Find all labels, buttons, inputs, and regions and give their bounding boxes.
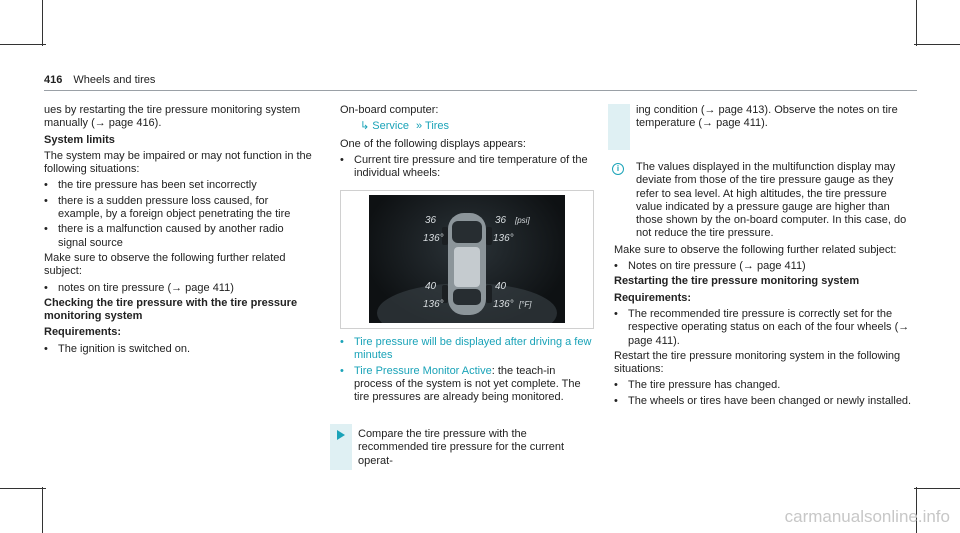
rear-right-pressure: 40	[495, 281, 507, 292]
header-divider	[44, 90, 917, 91]
info-icon: i	[612, 163, 624, 175]
crop-mark	[42, 487, 43, 533]
menu-item-tires[interactable]: Tires	[425, 120, 450, 133]
list-item: • the tire pressure has been set incorrectly	[44, 179, 257, 192]
action-text: Compare the tire pressure with the recommended tire pressure for the current operat-	[358, 428, 565, 467]
list-item[interactable]: • Notes on tire pressure (→ page 411)	[614, 260, 806, 273]
rear-right-temp: 136°	[493, 299, 514, 310]
arrow-icon: ↳	[360, 120, 370, 133]
list-item: • The tire pressure has changed.	[614, 379, 781, 392]
page-number: 416	[44, 74, 63, 86]
column-2-lower	[340, 336, 596, 406]
front-right-temp: 136°	[493, 233, 514, 244]
list-item: • there is a sudden pressure loss caused, for example, by a foreign object penetrating the tire	[44, 194, 291, 221]
page-header	[44, 74, 155, 86]
paragraph: On-board computer:	[340, 104, 439, 116]
play-icon	[337, 430, 345, 440]
watermark: carmanualsonline.info	[784, 507, 950, 526]
list-item: • The recommended tire pressure is correctly set for the respective operating status on each of the four wheels (→ page 411).	[614, 307, 910, 347]
list-item: • The ignition is switched on.	[44, 342, 191, 355]
intro-text: ues by restarting the tire pressure monitoring system manually (→ page 416).	[44, 104, 301, 130]
temp-unit: [°F]	[519, 300, 532, 309]
action-step	[358, 428, 594, 471]
menu-path	[340, 120, 596, 133]
requirements-label: Requirements:	[614, 291, 692, 304]
column-1	[44, 104, 314, 358]
paragraph: One of the following displays appears:	[340, 137, 526, 150]
crop-mark	[42, 0, 43, 46]
rear-left-pressure: 40	[425, 281, 437, 292]
status-message-link: Tire Pressure Monitor Active	[354, 364, 492, 377]
paragraph: Make sure to observe the following further related subject:	[44, 251, 286, 278]
continuation-marker	[608, 104, 630, 150]
crop-mark	[914, 488, 960, 489]
chevron-icon: »	[416, 120, 423, 133]
tire-pressure-display-figure	[340, 190, 594, 329]
crop-mark	[916, 0, 917, 46]
paragraph: Restart the tire pressure monitoring system in the following situations:	[614, 349, 901, 376]
front-left-temp: 136°	[423, 233, 444, 244]
list-item: • Tire Pressure Monitor Active: the teach-in process of the system is not yet complete. The tire pressures are already being monitored.	[340, 364, 581, 404]
crop-mark	[0, 44, 46, 45]
list-item[interactable]: • notes on tire pressure (→ page 411)	[44, 281, 234, 294]
list-item: • Tire pressure will be displayed after driving a few minutes	[340, 336, 592, 362]
list-item: • The wheels or tires have been changed or newly installed.	[614, 394, 912, 407]
car-top-view-icon	[369, 195, 565, 323]
pressure-unit: [psi]	[515, 216, 530, 225]
section-heading: System limits	[44, 133, 115, 146]
paragraph: The system may be impaired or may not function in the following situations:	[44, 149, 312, 176]
column-3	[636, 104, 916, 134]
note-text: The values displayed in the multifunction display may deviate from those of the tire pressure gauge as they refer to sea level. At high altitudes, the tire pressure value indicated by a pressure gauge are higher than those shown by the on-board computer. In this case, do not reduce the tire pressure.	[636, 161, 907, 240]
crop-mark	[0, 488, 46, 489]
list-item: • there is a malfunction caused by another radio signal source	[44, 223, 284, 249]
paragraph: ing condition (→ page 413). Observe the notes on tire temperature (→ page 411).	[636, 104, 898, 130]
display-screen	[369, 195, 565, 323]
rear-left-temp: 136°	[423, 299, 444, 310]
requirements-label: Requirements:	[44, 326, 122, 339]
column-2	[340, 104, 596, 182]
list-item: • Current tire pressure and tire temperature of the individual wheels:	[340, 153, 588, 180]
section-heading: Checking the tire pressure with the tire pressure monitoring system	[44, 296, 298, 323]
paragraph: Make sure to observe the following further related subject:	[614, 243, 897, 256]
crop-mark	[914, 44, 960, 45]
front-right-pressure: 36	[495, 215, 507, 226]
section-heading: Restarting the tire pressure monitoring system	[614, 275, 860, 288]
front-left-pressure: 36	[425, 215, 437, 226]
page-title: Wheels and tires	[73, 74, 156, 86]
menu-item-service[interactable]: Service	[372, 120, 409, 133]
column-3-body	[614, 161, 916, 410]
